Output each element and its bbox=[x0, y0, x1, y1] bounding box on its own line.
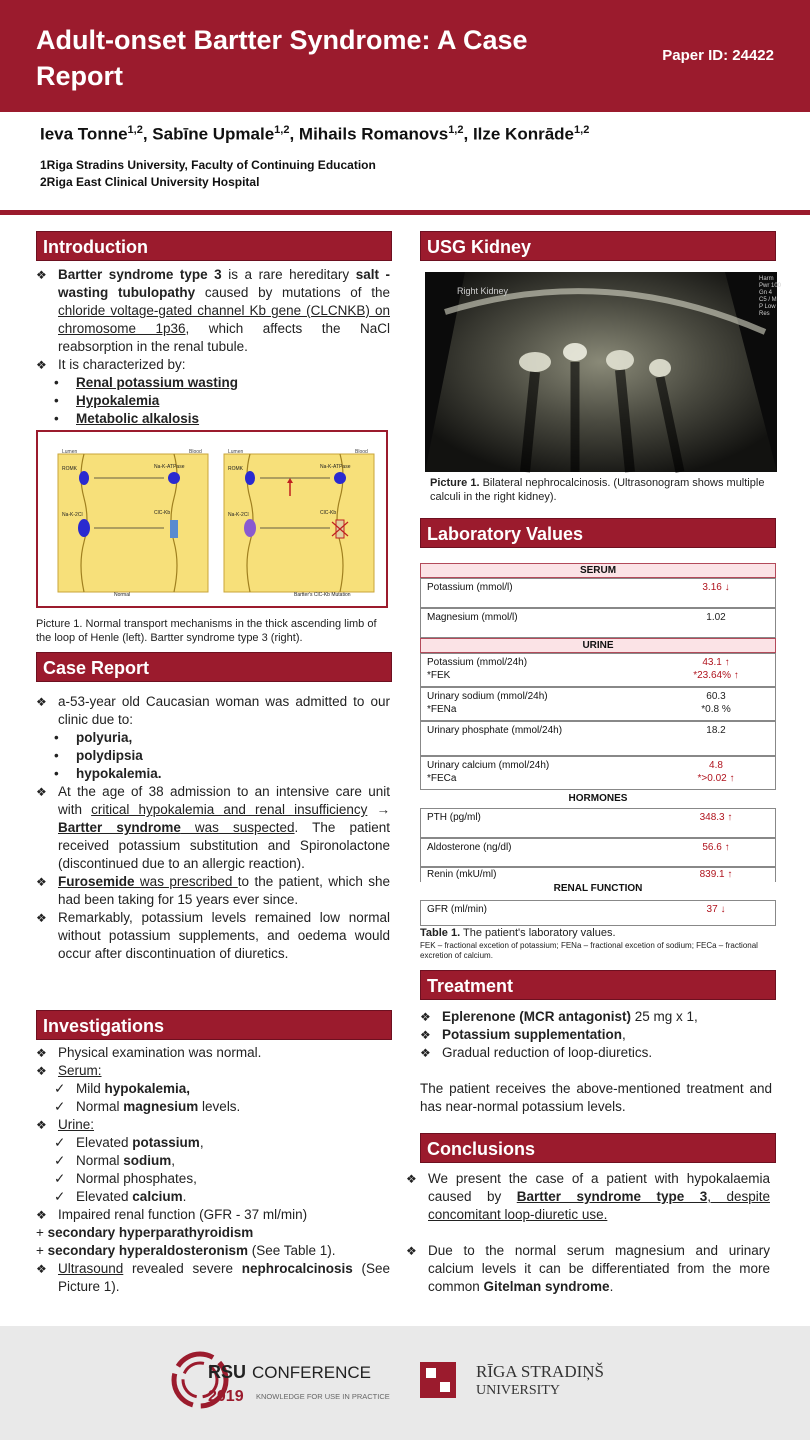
table-row bbox=[420, 756, 776, 790]
henle-loop-figure bbox=[36, 430, 388, 608]
us-image-label: Right Kidney bbox=[457, 286, 509, 296]
lab-band-urine: URINE bbox=[420, 638, 776, 653]
us-corner-text: Harm Pwr 100 Gn 4 C5 / M P Low Res bbox=[759, 276, 782, 317]
table-row bbox=[420, 653, 776, 687]
atpase-label: Na-K-ATPase bbox=[154, 464, 185, 470]
table-row bbox=[420, 900, 776, 926]
henle-loop-diagram bbox=[54, 446, 380, 601]
diamond-bullet-icon: ❖ bbox=[36, 358, 47, 372]
lab-name-sub: *FEK bbox=[427, 670, 451, 681]
section-heading-usg: USG Kidney bbox=[420, 231, 776, 261]
diamond-bullet-icon: ❖ bbox=[420, 1046, 431, 1060]
lab-value: 37 ↓ bbox=[706, 904, 726, 915]
lab-value: 56.6 ↑ bbox=[702, 842, 730, 853]
diamond-bullet-icon: ❖ bbox=[36, 695, 47, 709]
us-caption: Picture 1. Bilateral nephrocalcinosis. (Ultrasonogram shows multiple calculi in the right kidney). bbox=[430, 477, 765, 503]
diamond-bullet-icon: ❖ bbox=[36, 1262, 47, 1276]
lab-name: PTH (pg/ml) bbox=[427, 812, 481, 823]
author-name: Ilze Konrāde bbox=[472, 124, 575, 144]
uni-line2: UNIVERSITY bbox=[476, 1383, 560, 1398]
check-item: ✓ Normal sodium, bbox=[54, 1153, 176, 1168]
ultrasound-image bbox=[425, 272, 782, 472]
lab-value: 18.2 bbox=[706, 725, 726, 736]
section-heading-introduction: Introduction bbox=[36, 231, 392, 261]
bullet-item: ❖ Furosemide was prescribed to the patient, which she had been taking for 15 years ever since. bbox=[36, 874, 391, 907]
bullet-item: ❖ Potassium supplementation, bbox=[420, 1027, 626, 1042]
normal-label: Normal bbox=[114, 592, 131, 598]
sub-bullet: • Hypokalemia bbox=[54, 393, 160, 408]
section-heading-lab: Laboratory Values bbox=[420, 518, 776, 548]
diamond-bullet-icon: ❖ bbox=[406, 1172, 417, 1186]
affiliations bbox=[40, 157, 376, 191]
table-row bbox=[420, 608, 776, 638]
bullet-item: ❖ Impaired renal function (GFR - 37 ml/min) bbox=[36, 1207, 308, 1222]
conclusions-body bbox=[406, 1170, 770, 1296]
lab-name: Urinary sodium (mmol/24h) bbox=[427, 691, 548, 702]
checkmark-icon: ✓ bbox=[54, 1171, 66, 1186]
lumen-label: Lumen bbox=[62, 449, 78, 455]
check-item: ✓ Normal magnesium levels. bbox=[54, 1099, 241, 1114]
diamond-bullet-icon: ❖ bbox=[36, 785, 47, 799]
author-separator: , bbox=[289, 124, 299, 144]
sub-bullet: • hypokalemia. bbox=[54, 766, 162, 781]
paper-id: Paper ID: 24422 bbox=[662, 47, 774, 64]
author-separator: , bbox=[463, 124, 473, 144]
diamond-bullet-icon: ❖ bbox=[36, 1046, 47, 1060]
ultrasound-scan bbox=[425, 272, 782, 472]
diamond-bullet-icon: ❖ bbox=[36, 1208, 47, 1222]
section-heading-investigations: Investigations bbox=[36, 1010, 392, 1040]
table-row bbox=[420, 838, 776, 867]
table-footnote: FEK – fractional excetion of potassium; FENa – fractional excetion of sodium; FECa – fractional excretion of calcium. bbox=[420, 941, 758, 960]
plus-line: + secondary hyperaldosteronism (See Table 1). bbox=[36, 1243, 336, 1258]
sub-bullet: • Metabolic alkalosis bbox=[54, 411, 200, 426]
clc-label: ClC-Kb bbox=[320, 510, 337, 516]
lab-value: 1.02 bbox=[706, 612, 726, 623]
footer bbox=[0, 1326, 810, 1440]
footer-logos bbox=[0, 1326, 810, 1440]
bartter-label: Bartter's ClC-Kb Mutation bbox=[294, 592, 351, 598]
rsu-conference-logo bbox=[174, 1354, 390, 1406]
lab-value: 839.1 ↑ bbox=[699, 869, 733, 880]
table-row bbox=[420, 808, 776, 838]
lumen-label: Lumen bbox=[228, 449, 244, 455]
lab-name: Potassium (mmol/l) bbox=[427, 582, 513, 593]
section-heading-conclusions: Conclusions bbox=[420, 1133, 776, 1163]
bullet-item: ❖ Eplerenone (MCR antagonist) 25 mg x 1, bbox=[420, 1009, 698, 1024]
poster-title: Adult-onset Bartter Syndrome: A Case Report bbox=[36, 25, 528, 91]
lab-name: Aldosterone (ng/dl) bbox=[427, 842, 512, 853]
author-name: Sabīne Upmale bbox=[152, 124, 275, 144]
lab-value-sub: *23.64% ↑ bbox=[693, 670, 739, 681]
sub-bullet: • Renal potassium wasting bbox=[54, 375, 239, 390]
checkmark-icon: ✓ bbox=[54, 1081, 66, 1096]
atpase-label: Na-K-ATPase bbox=[320, 464, 351, 470]
lab-value: 348.3 ↑ bbox=[699, 812, 733, 823]
plus-line: + secondary hyperparathyroidism bbox=[36, 1225, 254, 1240]
divider bbox=[0, 210, 810, 215]
author-affil-sup: 1,2 bbox=[127, 124, 143, 136]
table-row bbox=[420, 578, 776, 608]
treatment-body bbox=[420, 1008, 776, 1062]
table-row bbox=[420, 687, 776, 721]
clc-label: ClC-Kb bbox=[154, 510, 171, 516]
lab-name: Renin (mkU/ml) bbox=[427, 869, 497, 880]
lab-value: 3.16 ↓ bbox=[702, 582, 730, 593]
table-caption: Table 1. The patient's laboratory values. bbox=[420, 927, 616, 939]
lab-name: Magnesium (mmol/l) bbox=[427, 612, 518, 623]
blood-label: Blood bbox=[189, 449, 202, 455]
nkcc-label: Na-K-2Cl bbox=[228, 512, 249, 518]
lab-name: GFR (ml/min) bbox=[427, 904, 487, 915]
diamond-bullet-icon: ❖ bbox=[36, 1064, 47, 1078]
bullet-item: ❖ Due to the normal serum magnesium and urinary calcium levels it can be differentiated from the more common Gitelman syndrome. bbox=[406, 1243, 770, 1294]
treatment-paragraph: The patient receives the above-mentioned treatment and has near-normal potassium levels. bbox=[420, 1081, 772, 1114]
romk-label: ROMK bbox=[62, 466, 77, 472]
checkmark-icon: ✓ bbox=[54, 1099, 66, 1114]
check-item: ✓ Mild hypokalemia, bbox=[54, 1081, 191, 1096]
conf-tagline: KNOWLEDGE FOR USE IN PRACTICE bbox=[256, 1392, 390, 1401]
case-report-body bbox=[36, 693, 390, 963]
lab-name: Potassium (mmol/24h) bbox=[427, 657, 528, 668]
lab-name: Urinary phosphate (mmol/24h) bbox=[427, 725, 563, 736]
romk-label: ROMK bbox=[228, 466, 243, 472]
checkmark-icon: ✓ bbox=[54, 1135, 66, 1150]
bullet-item: ❖ Serum: bbox=[36, 1063, 102, 1078]
affiliation: 1Riga Stradins University, Faculty of Continuing Education bbox=[40, 158, 376, 172]
diamond-bullet-icon: ❖ bbox=[36, 911, 47, 925]
lab-band-renal: RENAL FUNCTION bbox=[420, 882, 776, 896]
bullet-item: ❖ Physical examination was normal. bbox=[36, 1045, 262, 1060]
diamond-bullet-icon: ❖ bbox=[36, 1118, 47, 1132]
bullet-item: ❖ Urine: bbox=[36, 1117, 95, 1132]
check-item: ✓ Elevated calcium. bbox=[54, 1189, 187, 1204]
conf-year: 2019 bbox=[208, 1388, 244, 1405]
figure-caption: Picture 1. Normal transport mechanisms in the thick ascending limb of the loop of Henle (left). Bartter syndrome type 3 (right). bbox=[36, 618, 377, 644]
lab-name-sub: *FENa bbox=[427, 704, 457, 715]
header-banner bbox=[0, 0, 810, 112]
checkmark-icon: ✓ bbox=[54, 1189, 66, 1204]
bullet-item: ❖ a-53-year old Caucasian woman was admitted to our clinic due to: bbox=[36, 694, 390, 727]
lab-value: 4.8 bbox=[709, 760, 723, 771]
affiliation: 2Riga East Clinical University Hospital bbox=[40, 175, 260, 189]
lab-value-sub: *0.8 % bbox=[701, 704, 731, 715]
bullet-item: ❖ Gradual reduction of loop-diuretics. bbox=[420, 1045, 653, 1060]
blood-label: Blood bbox=[355, 449, 368, 455]
check-item: ✓ Normal phosphates, bbox=[54, 1171, 197, 1186]
university-logo bbox=[420, 1362, 604, 1398]
nkcc-label: Na-K-2Cl bbox=[62, 512, 83, 518]
lab-value-sub: *>0.02 ↑ bbox=[697, 773, 735, 784]
bullet-item: ❖ Ultrasound revealed severe nephrocalcinosis (See Picture 1). bbox=[36, 1261, 390, 1294]
table-row bbox=[420, 867, 776, 882]
section-heading-case-report: Case Report bbox=[36, 652, 392, 682]
bullet-item: ❖ At the age of 38 admission to an intensive care unit with critical hypokalemia and renal insufficiency → Bartter syndrome was suspected. The patient received potassium substitution and Spironolactone (discontinued due to an allergic reaction). bbox=[36, 784, 390, 871]
bullet-item: ❖ We present the case of a patient with hypokalaemia caused by Bartter syndrome type 3, despite concomitant loop-diuretic use. bbox=[406, 1171, 770, 1222]
bullet-item: ❖ Remarkably, potassium levels remained low normal without potassium supplements, and oedema would occur after discontinuation of diuretics. bbox=[36, 910, 390, 961]
author-affil-sup: 1,2 bbox=[574, 124, 590, 136]
sub-bullet: • polydipsia bbox=[54, 748, 143, 763]
diamond-bullet-icon: ❖ bbox=[406, 1244, 417, 1258]
sub-bullet: • polyuria, bbox=[54, 730, 133, 745]
diamond-bullet-icon: ❖ bbox=[36, 875, 47, 889]
lab-band-hormones: HORMONES bbox=[420, 792, 776, 807]
checkmark-icon: ✓ bbox=[54, 1153, 66, 1168]
bullet-item: ❖ It is characterized by: bbox=[36, 357, 186, 372]
author-affil-sup: 1,2 bbox=[448, 124, 464, 136]
investigations-body bbox=[36, 1044, 390, 1296]
lab-value: 60.3 bbox=[706, 691, 726, 702]
uni-line1: RĪGA STRADIŅŠ bbox=[476, 1362, 604, 1381]
lab-name: Urinary calcium (mmol/24h) bbox=[427, 760, 550, 771]
introduction-body bbox=[36, 266, 390, 428]
bullet-item: ❖ Bartter syndrome type 3 is a rare hereditary salt -wasting tubulopathy caused by mutations of the chloride voltage-gated channel Kb gene (CLCNKB) on chromosome 1p36, which affects the NaCl reabsorption in the renal tubule. bbox=[36, 267, 390, 354]
conf-word: CONFERENCE bbox=[252, 1363, 372, 1382]
table-row bbox=[420, 721, 776, 756]
check-item: ✓ Elevated potassium, bbox=[54, 1135, 204, 1150]
diamond-bullet-icon: ❖ bbox=[420, 1010, 431, 1024]
conf-rsu: RSU bbox=[208, 1362, 247, 1382]
section-heading-treatment: Treatment bbox=[420, 970, 776, 1000]
author-name: Ieva Tonne bbox=[40, 124, 128, 144]
diamond-bullet-icon: ❖ bbox=[36, 268, 47, 282]
author-affil-sup: 1,2 bbox=[274, 124, 290, 136]
author-separator: , bbox=[142, 124, 153, 144]
author-list bbox=[40, 124, 589, 145]
diamond-bullet-icon: ❖ bbox=[420, 1028, 431, 1042]
lab-name-sub: *FECa bbox=[427, 773, 457, 784]
author-name: Mihails Romanovs bbox=[298, 124, 449, 144]
lab-band-serum: SERUM bbox=[420, 563, 776, 578]
lab-value: 43.1 ↑ bbox=[702, 657, 730, 668]
